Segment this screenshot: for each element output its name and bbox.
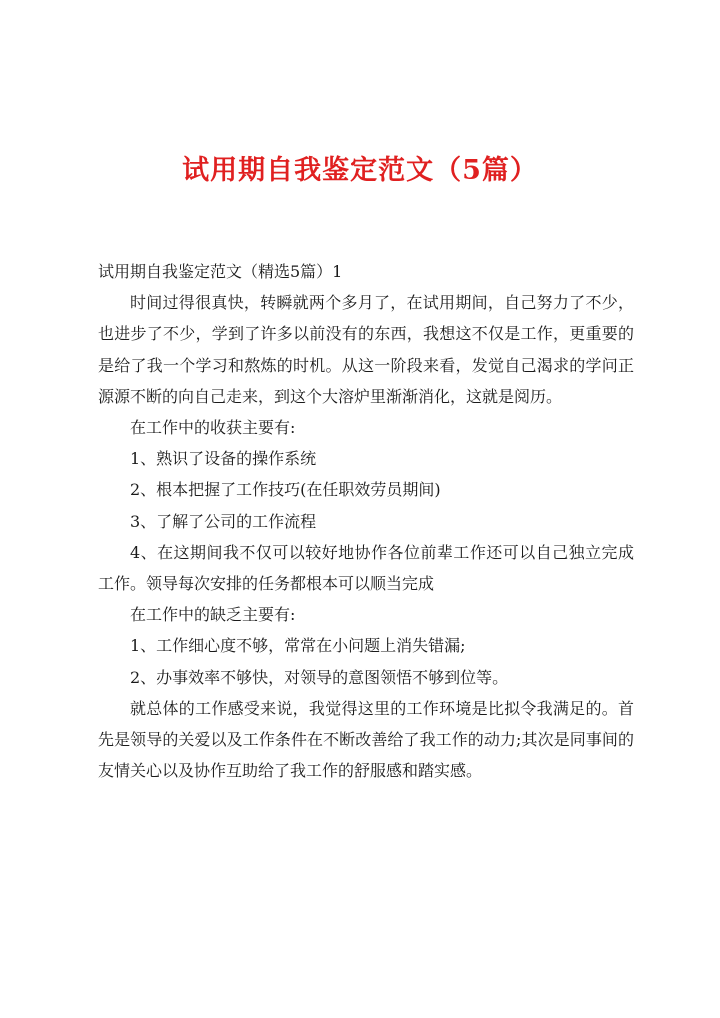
gain-item-3: 3、了解了公司的工作流程 <box>130 511 317 531</box>
document-body <box>98 256 634 786</box>
paragraph-summary: 就总体的工作感受来说，我觉得这里的工作环境是比拟令我满足的。首先是领导的关爱以及工作条件在不断改善给了我工作的动力;其次是同事间的友情关心以及协作互助给了我工作的舒服感和踏实感。 <box>98 698 634 781</box>
document-title: 试用期自我鉴定范文（5篇） <box>182 155 538 186</box>
gain-item-4: 4、在这期间我不仅可以较好地协作各位前辈工作还可以自己独立完成工作。领导每次安排的任务都根本可以顺当完成 <box>98 542 634 594</box>
paragraph-shortcomings-heading: 在工作中的缺乏主要有: <box>130 605 296 625</box>
shortcoming-item-2: 2、办事效率不够快，对领导的意图领悟不够到位等。 <box>130 667 509 687</box>
section-heading: 试用期自我鉴定范文（精选5篇）1 <box>98 262 343 281</box>
paragraph-intro: 时间过得很真快，转瞬就两个多月了，在试用期间，自己努力了不少，也进步了不少，学到了许多以前没有的东西，我想这不仅是工作，更重要的是给了我一个学习和熬炼的时机。从这一阶段来看，发觉自己渴求的学问正源源不断的向自己走来，到这个大溶炉里渐渐消化，这就是阅历。 <box>98 293 634 406</box>
shortcoming-item-1: 1、工作细心度不够，常常在小问题上消失错漏; <box>130 636 466 656</box>
gain-item-1: 1、熟识了设备的操作系统 <box>130 449 317 469</box>
gain-item-2: 2、根本把握了工作技巧(在任职效劳员期间) <box>130 480 441 500</box>
paragraph-gains-heading: 在工作中的收获主要有: <box>130 418 296 438</box>
